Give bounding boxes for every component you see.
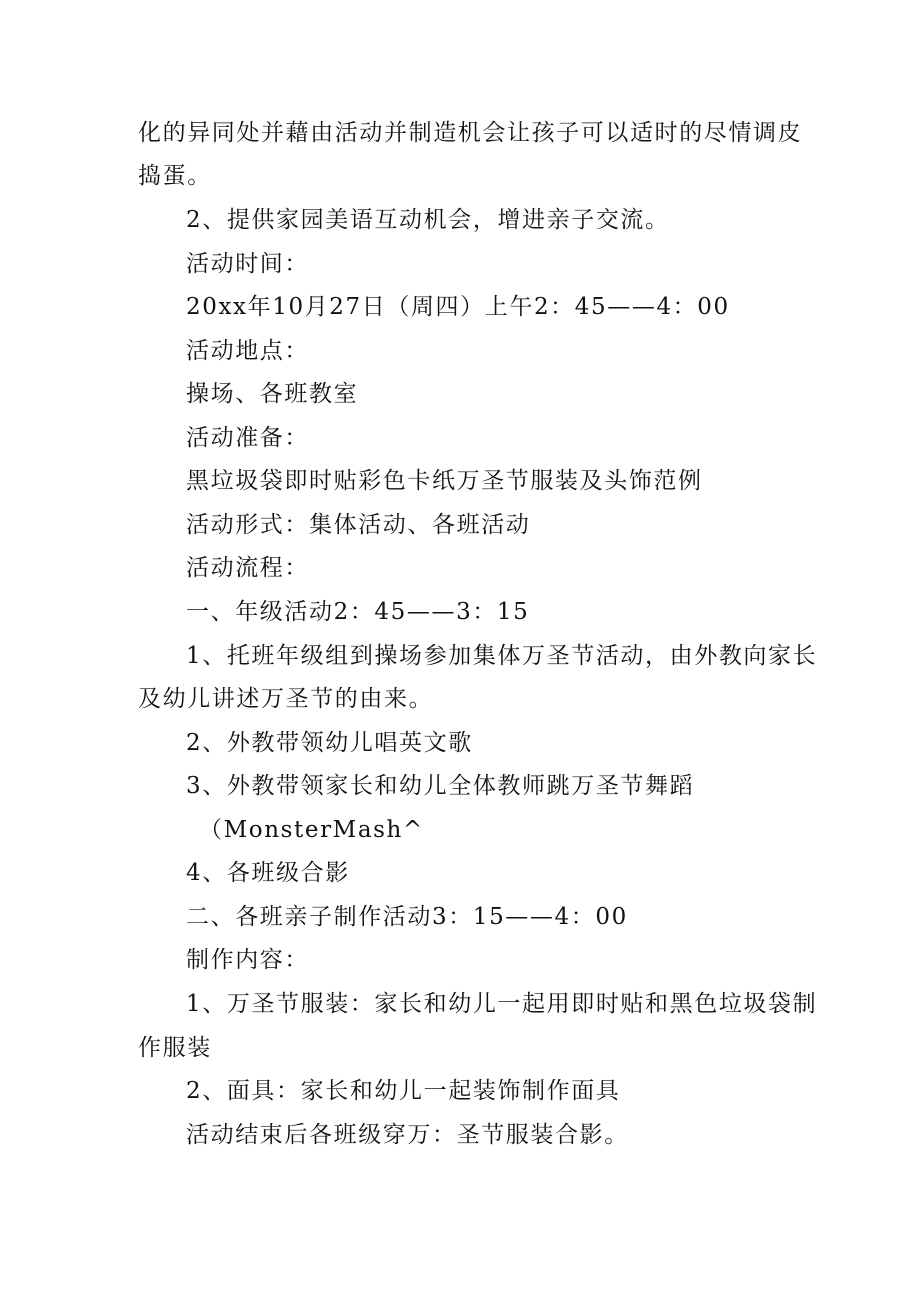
section-heading: 二、各班亲子制作活动3：15——4：00 xyxy=(186,904,628,930)
activity-location-value: 操场、各班教室 xyxy=(186,381,359,407)
section-label: 活动准备： xyxy=(186,425,309,451)
list-item: 1、万圣节服装：家长和幼儿一起用即时贴和黑色垃圾袋制 xyxy=(186,991,818,1017)
list-item-continuation: 及幼儿讲述万圣节的由来。 xyxy=(138,686,434,712)
section-heading: 一、年级活动2：45——3：15 xyxy=(186,599,530,625)
paragraph-line: 活动结束后各班级穿万：圣节服装合影。 xyxy=(186,1122,629,1148)
activity-format-line: 活动形式：集体活动、各班活动 xyxy=(186,512,531,538)
list-item: 2、面具：家长和幼儿一起装饰制作面具 xyxy=(186,1078,621,1104)
paragraph-line: 捣蛋。 xyxy=(138,163,212,189)
section-label: 活动流程： xyxy=(186,555,309,581)
paragraph-line: 2、提供家园美语互动机会，增进亲子交流。 xyxy=(186,207,670,233)
list-item-continuation: （MonsterMash^ xyxy=(199,817,424,843)
section-label: 制作内容： xyxy=(186,947,309,973)
section-label: 活动地点： xyxy=(186,338,309,364)
activity-preparation-value: 黑垃圾袋即时贴彩色卡纸万圣节服装及头饰范例 xyxy=(186,468,703,494)
activity-time-value: 20xx年10月27日（周四）上午2：45——4：00 xyxy=(186,294,730,320)
list-item: 3、外教带领家长和幼儿全体教师跳万圣节舞蹈 xyxy=(186,773,695,799)
section-label: 活动时间： xyxy=(186,251,309,277)
list-item: 2、外教带领幼儿唱英文歌 xyxy=(186,730,473,756)
list-item: 1、托班年级组到操场参加集体万圣节活动，由外教向家长 xyxy=(186,643,818,669)
list-item: 4、各班级合影 xyxy=(186,860,350,886)
paragraph-line: 化的异同处并藉由活动并制造机会让孩子可以适时的尽情调皮 xyxy=(138,120,803,146)
list-item-continuation: 作服装 xyxy=(138,1035,212,1061)
